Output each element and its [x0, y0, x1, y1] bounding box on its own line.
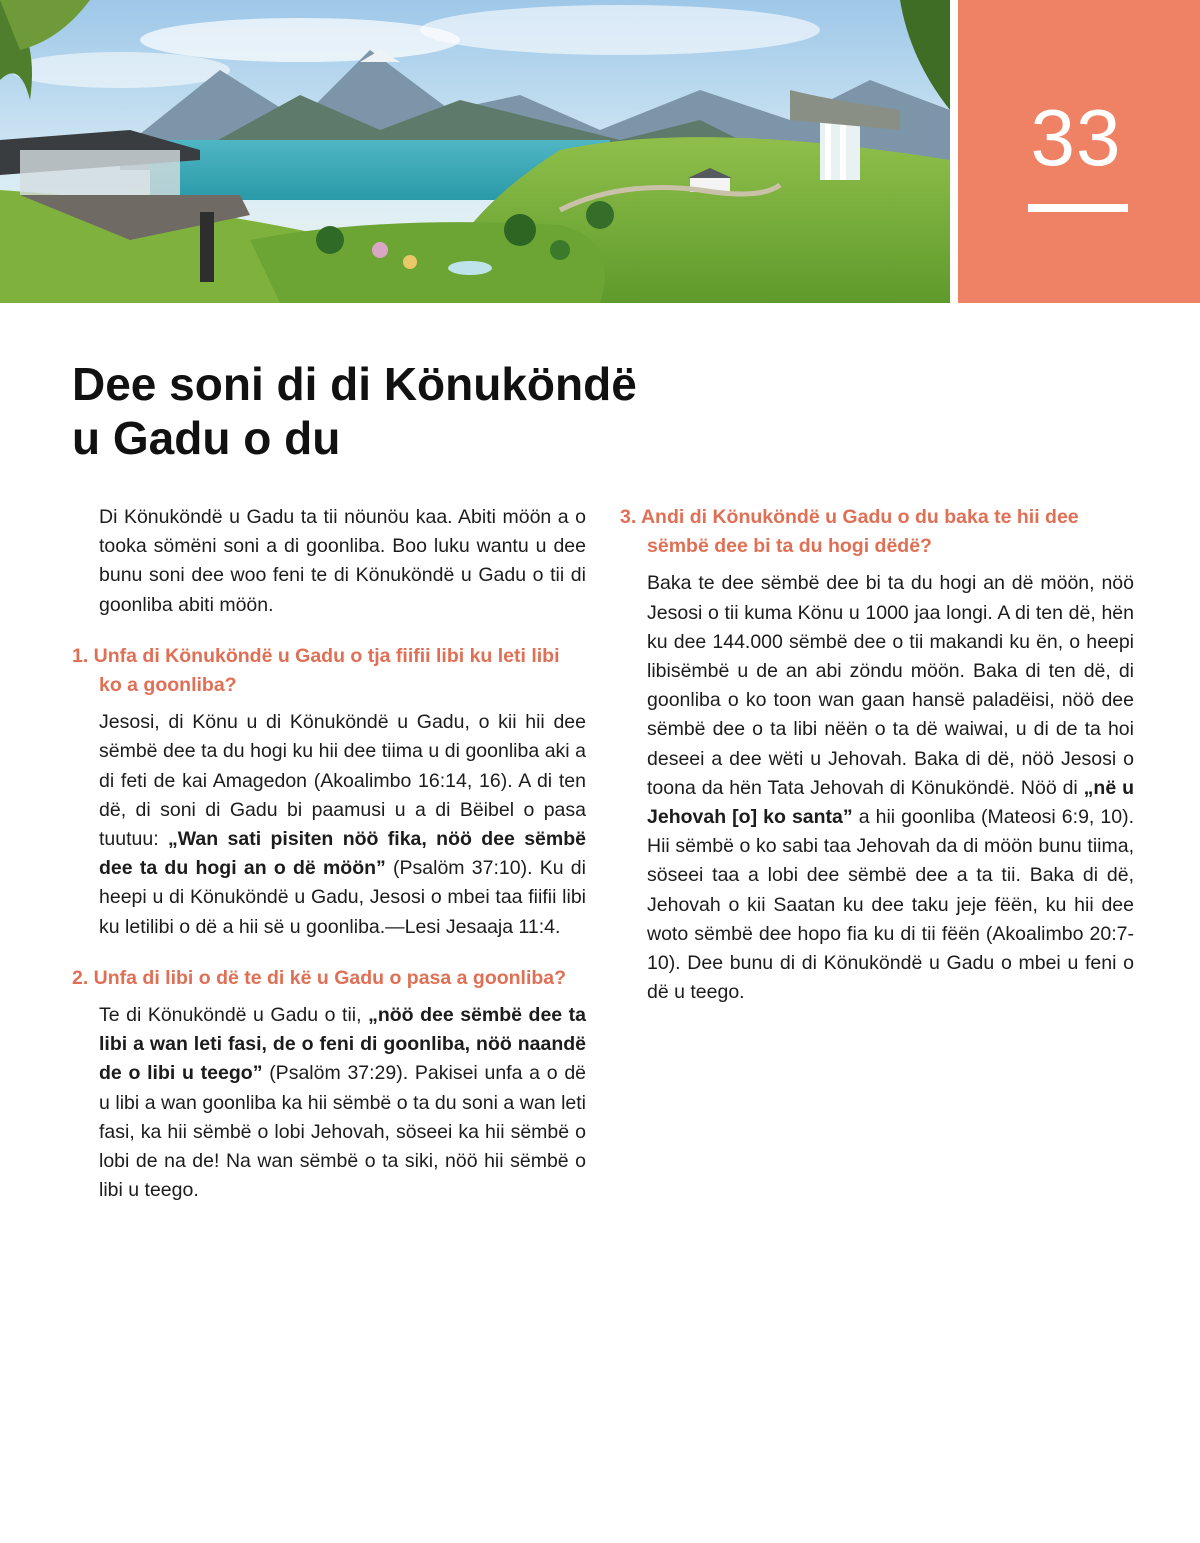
- left-column: [72, 503, 586, 1205]
- question-2: 2. Unfa di libi o dë te di kë u Gadu o pasa a goonliba?: [72, 966, 567, 989]
- answer-1: [72, 708, 586, 942]
- answer-2-text-end: (Psalöm 37:29). Pakisei unfa a o dë u libi a wan goonliba ka hii sëmbë o ta du soni a wan leti fasi, ka hii sëmbë o lobi Jehovah, söseei ka hii sëmbë o lobi de na de! Na wan sëmbë o ta siki, nöö hii sëmbë o libi u teego.: [99, 1062, 587, 1202]
- answer-1-quote: „Wan sati pisiten nöö fika, nöö dee sëmbë dee ta du hogi an o dë möön”: [99, 828, 586, 880]
- answer-3-text: Baka te dee sëmbë dee bi ta du hogi an dë möön, nöö Jesosi o tii kuma Könu u 1000 jaa longi. A di ten dë, hën ku dee 144.000 sëmbë dee o tii makandi ku ën, o heepi libisëmbë u de an abi zöndu möön. Baka di ten dë, di goonliba o ko toon wan gaan hansë paladëisi, nöö dee sëmbë dee o ta libi nëën o ta dë waiwai, u di de ta hoi deseei a dee wëti u Jehovah. Baka di dë, nöö Jesosi o toona da hën Tata Jehovah di Könuköndë. Nöö di: [647, 572, 1134, 799]
- answer-3: [620, 569, 1134, 1007]
- answer-3-text-end: a hii goonliba (Mateosi 6:9, 10). Hii sëmbë o ko sabi taa Jehovah da di möön bunu tiima, söseei taa a lobi dee sëmbë dee a ta tii. Baka di dë, Jehovah o kii Saatan ku dee taku jeje fëën, ku hii dee woto sëmbë dee hopo fia ku di tii fëën (Akoalimbo 20:7-10). Dee bunu di di Könuköndë u Gadu o mbei u feni o dë u teego.: [647, 806, 1134, 1004]
- question-3: 3. Andi di Könuköndë u Gadu o du baka te hii dee sëmbë dee bi ta du hogi dëdë?: [620, 506, 1079, 558]
- intro-paragraph: Di Könuköndë u Gadu ta tii nöunöu kaa. Abiti möön a o tooka sömëni soni a di goonliba. Boo luku wantu u dee bunu soni dee woo feni te di Könuköndë u Gadu o tii di goonliba abiti möön.: [99, 506, 586, 616]
- page-title: [72, 357, 772, 465]
- right-column: [620, 503, 1134, 1007]
- paradise-landscape-illustration: [0, 0, 950, 303]
- lesson-number-underline: [1028, 204, 1128, 212]
- lesson-number-box: [958, 0, 1200, 303]
- answer-2-text: Te di Könuköndë u Gadu o tii,: [99, 1004, 369, 1027]
- answer-2-quote: „nöö dee sëmbë dee ta libi a wan leti fasi, de o feni di goonliba, nöö naandë de o libi u teego”: [99, 1004, 586, 1085]
- lesson-number: 33: [1030, 93, 1122, 182]
- answer-3-quote: „në u Jehovah [o] ko santa”: [647, 776, 1134, 829]
- page-title-line-1: Dee soni di di Könuköndë: [72, 358, 637, 410]
- question-1: 1. Unfa di Könuköndë u Gadu o tja fiifii libi ku leti libi ko a goonliba?: [72, 644, 560, 697]
- answer-1-text-end: (Psalöm 37:10). Ku di heepi u di Könuköndë u Gadu, Jesosi o mbei taa fiifii libi ku letilibi o dë a hii së u goonliba.—Lesi Jesaaja 11:4.: [99, 857, 586, 938]
- answer-1-text: Jesosi, di Könu u di Könuköndë u Gadu, o kii hii dee sëmbë dee ta du hogi ku hii dee tiima u di goonliba aki a di feti de kai Amagedon (Akoalimbo 16:14, 16). A di ten dë, di soni di Gadu bi paamusi u a di Bëibel o pasa tuutuu:: [99, 711, 586, 851]
- answer-2: [72, 1001, 586, 1205]
- page-title-line-2: u Gadu o du: [72, 412, 341, 464]
- hero-image: [0, 0, 950, 303]
